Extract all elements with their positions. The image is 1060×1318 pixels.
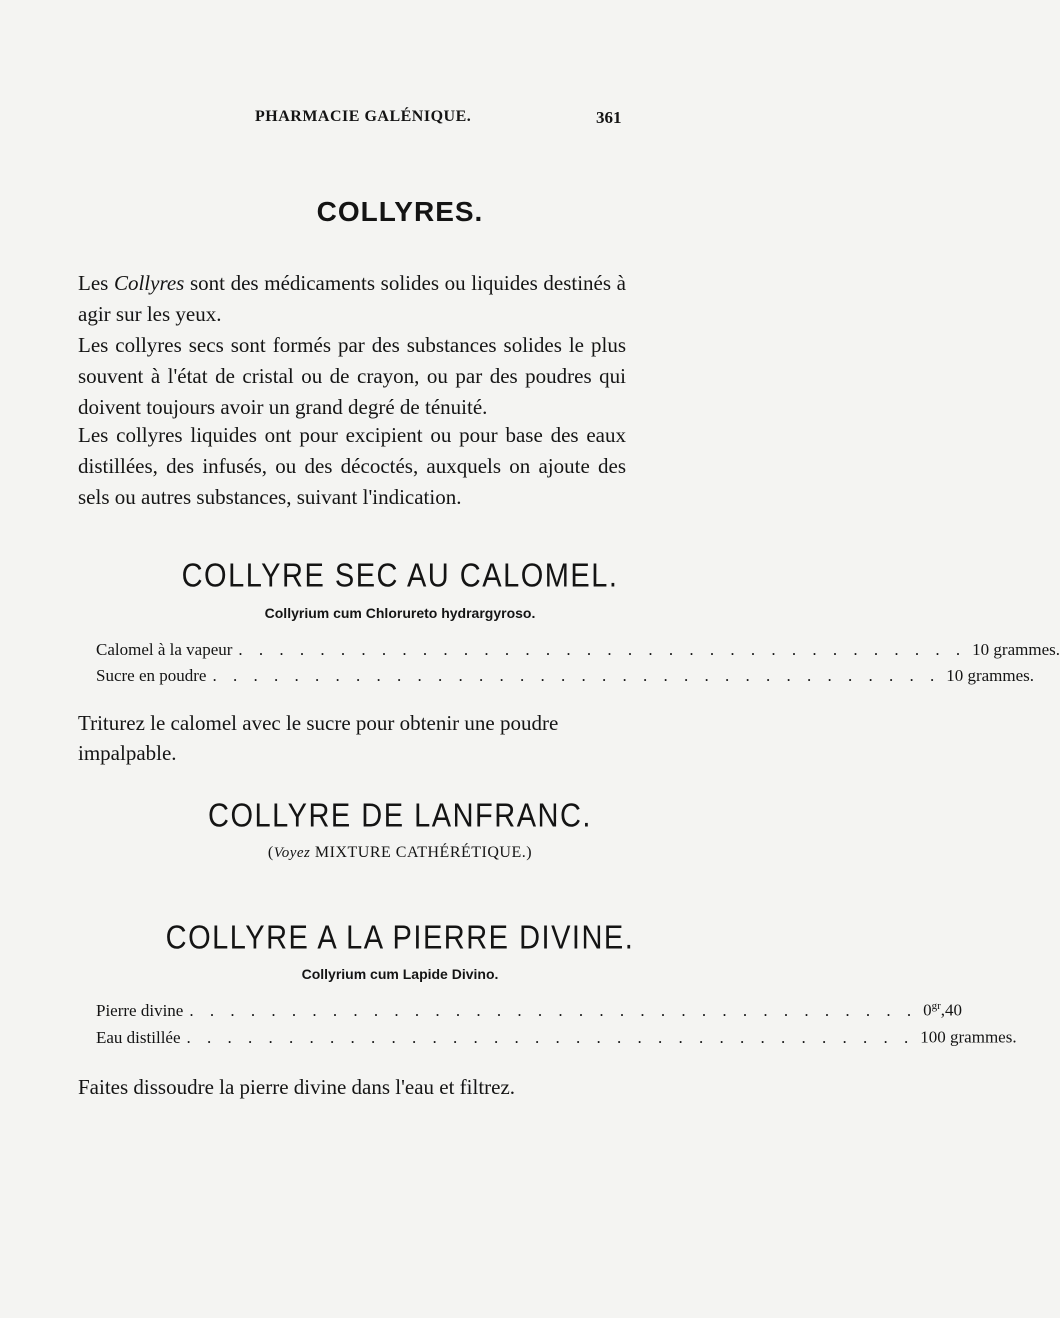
leader-dots: . . . . . . . . . . . . . . . . . . . . . . . . . . . . . . . . . . . . bbox=[186, 1027, 915, 1047]
main-title: COLLYRES. bbox=[316, 196, 484, 227]
ingredient-qty: $0^{gr},40$ bbox=[923, 1000, 963, 1020]
ingredient-name: Eau distillée bbox=[96, 1027, 181, 1047]
ingredient-name: Calomel à la vapeur bbox=[96, 640, 233, 659]
ingredient-name: Sucre en poudre bbox=[96, 666, 207, 685]
ingredient-qty: 10 grammes. bbox=[972, 640, 1060, 659]
ingredient-row bbox=[96, 1027, 1017, 1051]
section-title-calomel: COLLYRE SEC AU CALOMEL. bbox=[181, 557, 619, 595]
p1-before: Les bbox=[78, 271, 114, 295]
instruction-pierre-divine: Faites dissoudre la pierre divine dans l'eau et filtrez. bbox=[78, 1075, 516, 1099]
section-title-pierre-divine: COLLYRE A LA PIERRE DIVINE. bbox=[165, 919, 635, 957]
cross-reference bbox=[0, 844, 800, 862]
ref-italic: Voyez bbox=[273, 845, 311, 861]
leader-dots: . . . . . . . . . . . . . . . . . . . . . . . . . . . . . . . . . . . . bbox=[189, 1000, 918, 1020]
p1-after: sont des médicaments solides ou liquides destinés à agir sur les yeux. bbox=[78, 271, 626, 326]
leader-dots: . . . . . . . . . . . . . . . . . . . . . . . . . . . . . . . . . . . . bbox=[212, 666, 941, 685]
p1-italic: Collyres bbox=[113, 271, 185, 295]
section-title-lanfranc: COLLYRE DE LANFRANC. bbox=[208, 797, 592, 835]
intro-paragraph-2: Les collyres secs sont formés par des substances solides le plus souvent à l'état de cristal ou de crayon, ou par des poudres qui doivent toujours avoir un grand degré de ténuité. bbox=[78, 333, 626, 419]
leader-dots: . . . . . . . . . . . . . . . . . . . . . . . . . . . . . . . . . . . . bbox=[238, 640, 967, 659]
page-number: 361 bbox=[596, 108, 622, 127]
intro-paragraph-1 bbox=[78, 268, 626, 330]
latin-name-calomel: Collyrium cum Chlorureto hydrargyroso. bbox=[264, 605, 536, 621]
ingredient-row bbox=[96, 1000, 963, 1024]
ref-open: ( bbox=[267, 844, 274, 861]
ingredient-qty: 100 grammes. bbox=[920, 1027, 1017, 1047]
ref-text: MIXTURE CATHÉRÉTIQUE.) bbox=[310, 844, 533, 861]
ingredient-row bbox=[96, 640, 1060, 664]
ingredient-name: Pierre divine bbox=[96, 1000, 184, 1020]
latin-name-pierre-divine: Collyrium cum Lapide Divino. bbox=[301, 966, 499, 982]
running-title: PHARMACIE GALÉNIQUE. bbox=[255, 108, 472, 125]
ingredient-qty: 10 grammes. bbox=[946, 666, 1035, 685]
intro-paragraph-3: Les collyres liquides ont pour excipient ou pour base des eaux distillées, des infusés, ou des décoctés, auxquels on ajoute des sels ou autres substances, suivant l'indication. bbox=[78, 423, 626, 509]
ingredient-row bbox=[96, 666, 1035, 690]
instruction-calomel: Triturez le calomel avec le sucre pour obtenir une poudre impalpable. bbox=[78, 711, 559, 765]
